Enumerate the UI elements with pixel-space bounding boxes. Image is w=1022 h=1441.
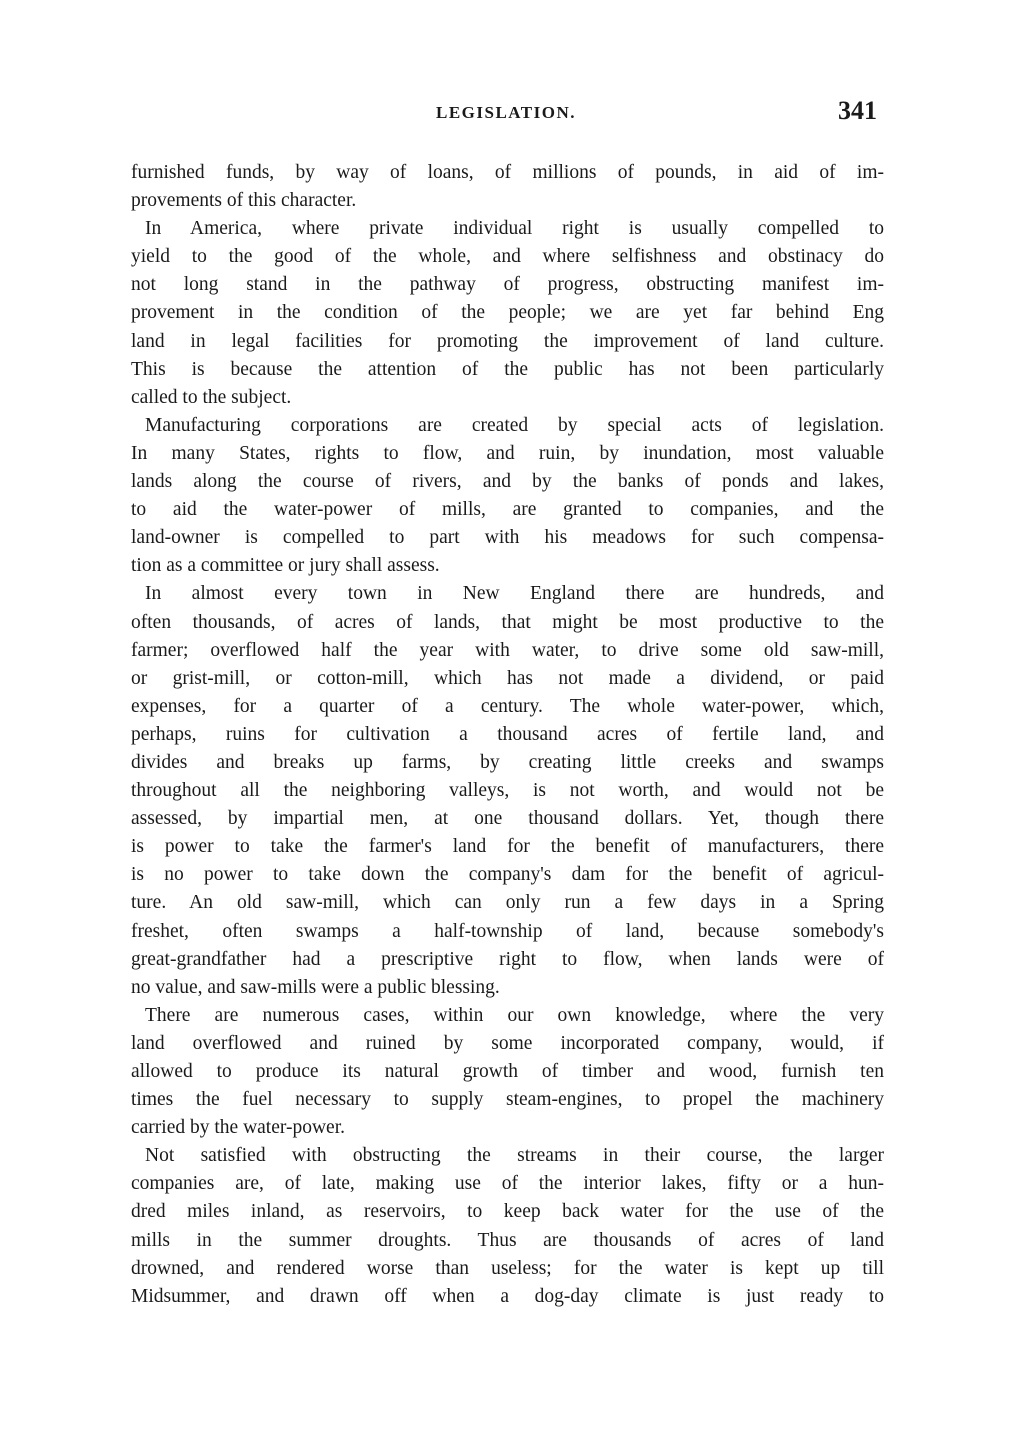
text-line: There are numerous cases, within our own knowledge, where the very bbox=[145, 1004, 884, 1026]
page-body-text bbox=[131, 159, 884, 1311]
text-line: to aid the water-power of mills, are granted to companies, and the bbox=[131, 499, 884, 521]
text-line: farmer; overflowed half the year with water, to drive some old saw-mill, bbox=[131, 639, 884, 661]
text-line: perhaps, ruins for cultivation a thousand acres of fertile land, and bbox=[131, 723, 884, 745]
text-line: carried by the water-power. bbox=[131, 1117, 346, 1139]
text-line: allowed to produce its natural growth of timber and wood, furnish ten bbox=[131, 1061, 884, 1082]
text-line: expenses, for a quarter of a century. The whole water-power, which, bbox=[131, 695, 884, 717]
text-line: lands along the course of rivers, and by the banks of ponds and lakes, bbox=[131, 471, 884, 493]
text-line: throughout all the neighboring valleys, is not worth, and would not be bbox=[131, 780, 884, 802]
text-line: dred miles inland, as reservoirs, to keep back water for the use of the bbox=[131, 1201, 884, 1223]
text-line: tion as a committee or jury shall assess. bbox=[131, 555, 440, 577]
text-line: no value, and saw-mills were a public blessing. bbox=[131, 976, 500, 998]
text-line: not long stand in the pathway of progress, obstructing manifest im- bbox=[131, 274, 884, 296]
text-line: furnished funds, by way of loans, of millions of pounds, in aid of im- bbox=[131, 162, 884, 183]
text-line: is power to take the farmer's land for the benefit of manufacturers, there bbox=[131, 836, 884, 858]
page-number: 341 bbox=[838, 96, 877, 125]
text-line: land overflowed and ruined by some incorporated company, would, if bbox=[131, 1032, 884, 1054]
text-line: Midsummer, and drawn off when a dog-day climate is just ready to bbox=[131, 1285, 884, 1307]
text-line: In almost every town in New England there are hundreds, and bbox=[145, 583, 884, 605]
text-line: assessed, by impartial men, at one thousand dollars. Yet, though there bbox=[131, 808, 884, 830]
text-line: yield to the good of the whole, and where selfishness and obstinacy do bbox=[131, 246, 884, 268]
text-line: This is because the attention of the public has not been particularly bbox=[131, 358, 884, 380]
text-line: land in legal facilities for promoting the improvement of land culture. bbox=[131, 330, 884, 352]
text-line: often thousands, of acres of lands, that might be most productive to the bbox=[131, 611, 884, 633]
text-line: or grist-mill, or cotton-mill, which has not made a dividend, or paid bbox=[131, 667, 884, 689]
text-line: companies are, of late, making use of the interior lakes, fifty or a hun- bbox=[131, 1173, 884, 1195]
text-line: divides and breaks up farms, by creating little creeks and swamps bbox=[131, 751, 884, 773]
running-header-title: LEGISLATION. bbox=[435, 103, 577, 122]
text-line: ture. An old saw-mill, which can only run a few days in a Spring bbox=[131, 892, 884, 914]
text-line: is no power to take down the company's dam for the benefit of agricul- bbox=[131, 864, 884, 886]
text-line: Not satisfied with obstructing the streams in their course, the larger bbox=[145, 1145, 884, 1167]
text-line: drowned, and rendered worse than useless; for the water is kept up till bbox=[131, 1257, 884, 1279]
text-line: Manufacturing corporations are created by special acts of legislation. bbox=[145, 414, 884, 436]
text-line: freshet, often swamps a half-township of land, because somebody's bbox=[131, 920, 884, 942]
text-line: times the fuel necessary to supply steam-engines, to propel the machinery bbox=[131, 1089, 884, 1111]
text-line: provement in the condition of the people; we are yet far behind Eng bbox=[131, 302, 884, 324]
text-line: land-owner is compelled to part with his meadows for such compensa- bbox=[131, 527, 884, 549]
text-line: provements of this character. bbox=[131, 190, 357, 212]
text-line: great-grandfather had a prescriptive right to flow, when lands were of bbox=[131, 948, 884, 970]
text-line: In many States, rights to flow, and ruin, by inundation, most valuable bbox=[131, 442, 884, 464]
text-line: mills in the summer droughts. Thus are thousands of acres of land bbox=[131, 1229, 884, 1251]
text-line: called to the subject. bbox=[131, 386, 292, 408]
text-line: In America, where private individual right is usually compelled to bbox=[145, 218, 884, 240]
